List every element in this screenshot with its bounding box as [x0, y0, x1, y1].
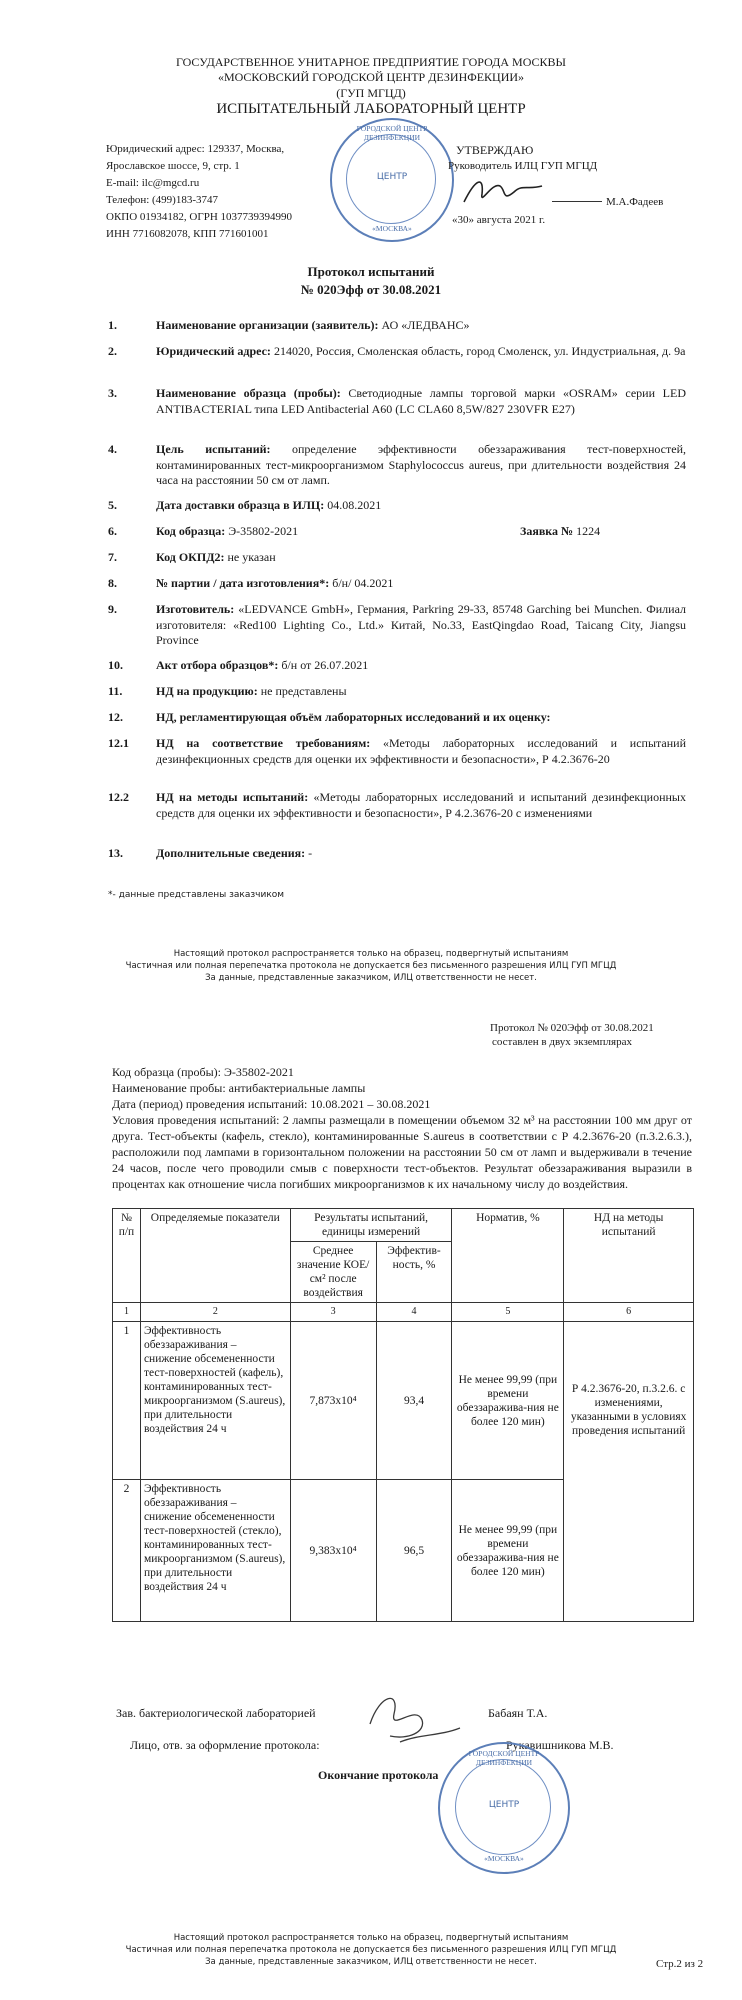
stamp-bottom-text: «МОСКВА» [372, 224, 412, 233]
header-mean: Среднее значение КОЕ/см² после воздействия [290, 1242, 376, 1303]
col-number: 1 [113, 1303, 141, 1322]
item-2 [156, 344, 686, 360]
email-line: E-mail: ilc@mgcd.ru [106, 177, 200, 189]
item-6 [156, 524, 686, 540]
item-value: - [305, 846, 313, 860]
footnote: *- данные представлены заказчиком [108, 890, 285, 900]
notice-page2 [0, 1932, 742, 1968]
item-10 [156, 658, 686, 674]
row-norm: Не менее 99,99 (при времени обеззаражива-ния не более 120 мин) [452, 1322, 564, 1480]
item-label: Цель испытаний: [156, 442, 271, 456]
item-label: Код образца: [156, 524, 226, 538]
signature-line [552, 201, 602, 202]
item-value: «LEDVANCE GmbH», Германия, Parkring 29-33, 85748 Garching bei Munchen. Филиал изготовителя: «Red100 Lighting Co., Ltd.» Китай, No.33, EastQingdao Road, Taicang City, Jiangsu Province [156, 602, 686, 647]
item-number: 12. [108, 710, 123, 724]
item-value: 214020, Россия, Смоленская область, город Смоленск, ул. Индустриальная, д. 9а [270, 344, 686, 358]
address-block [106, 141, 292, 243]
col-number: 3 [290, 1303, 376, 1322]
item-number: 5. [108, 498, 117, 512]
item-label: Наименование образца (пробы): [156, 386, 341, 400]
item-number: 13. [108, 846, 123, 860]
application-label: Заявка № [520, 524, 577, 538]
approve-role: Руководитель ИЛЦ ГУП МГЦД [448, 160, 598, 172]
header-efficiency: Эффектив-ность, % [376, 1242, 452, 1303]
row-indicator: Эффективность обеззараживания – снижение обсемененности тест-поверхностей (кафель), контаминированных тест-микроорганизмом (S.aureus), при длительности воздействия 24 ч [140, 1322, 290, 1480]
item-label: Акт отбора образцов*: [156, 658, 279, 672]
address-line: Ярославское шоссе, 9, стр. 1 [106, 160, 240, 172]
row-efficiency: 93,4 [376, 1322, 452, 1480]
application-value: 1224 [576, 524, 601, 538]
item-value: б/н/ 04.2021 [329, 576, 394, 590]
item-9 [156, 602, 686, 649]
stamp-bottom-text: «МОСКВА» [484, 1854, 524, 1863]
test-conditions: Условия проведения испытаний: 2 лампы размещали в помещении объемом 32 м³ на расстоянии 100 мм друг от друга. Тест-объекты (кафель, стекло), контаминированные S.aureus в соответствии с Р 4.2.3676-20 (п.3.2.6.3.), расположили под лампами в горизонтальном положении на расстоянии 50 см от ламп и выдерживали в течение 24 часов, после чего проводили смыв с поверхности тест-объектов. Результат обеззараживания выразили в процентах как отношение числа погибших микроорганизмов к их начальному числу до воздействия. [112, 1113, 692, 1191]
address-line: Юридический адрес: 129337, Москва, [106, 143, 285, 155]
item-number: 6. [108, 524, 117, 538]
lab-title: ИСПЫТАТЕЛЬНЫЙ ЛАБОРАТОРНЫЙ ЦЕНТР [216, 101, 526, 117]
item-value: Э-35802-2021 [225, 524, 299, 538]
item-value: 04.08.2021 [324, 498, 382, 512]
item-label: НД на продукцию: [156, 684, 258, 698]
head-name: Бабаян Т.А. [488, 1706, 548, 1720]
org-name-line1: ГОСУДАРСТВЕННОЕ УНИТАРНОЕ ПРЕДПРИЯТИЕ ГОРОДА МОСКВЫ [175, 55, 566, 69]
item-label: Дополнительные сведения: [156, 846, 306, 860]
protocol-reference: Протокол № 020Эфф от 30.08.2021 [490, 1022, 654, 1034]
col-number: 4 [376, 1303, 452, 1322]
col-number: 6 [564, 1303, 694, 1322]
notice-line: За данные, представленные заказчиком, ИЛЦ ответственности не несет. [205, 1957, 537, 1967]
item-value: не представлены [257, 684, 347, 698]
sample-info [112, 1064, 692, 1192]
item-13 [156, 846, 686, 862]
row-norm: Не менее 99,99 (при времени обеззаражива-ния не более 120 мин) [452, 1480, 564, 1622]
stamp-ring-text: ГОРОДСКОЙ ЦЕНТР ДЕЗИНФЕКЦИИ [356, 124, 428, 142]
row-mean: 7,873x10⁴ [290, 1322, 376, 1480]
item-number: 10. [108, 658, 123, 672]
item-value: Светодиодные лампы торговой марки «OSRAM» серии LED ANTIBACTERIAL типа LED Antibacterial A60 (LC CLA60 8,5W/827 230VFR E27) [156, 386, 687, 416]
nd-methods: Р 4.2.3676-20, п.3.2.6. с изменениями, указанными в условиях проведения испытаний [564, 1322, 694, 1622]
item-number: 7. [108, 550, 117, 564]
org-name-line2: «МОСКОВСКИЙ ГОРОДСКОЙ ЦЕНТР ДЕЗИНФЕКЦИИ» [217, 70, 525, 84]
item-label: № партии / дата изготовления*: [156, 576, 330, 590]
page-number: Стр.2 из 2 [656, 1958, 704, 1970]
row-mean: 9,383x10⁴ [290, 1480, 376, 1622]
item-value: АО «ЛЕДВАНС» [378, 318, 470, 332]
item-label: Изготовитель: [156, 602, 235, 616]
sample-code: Код образца (пробы): Э-35802-2021 [112, 1065, 294, 1079]
header-indicator: Определяемые показатели [140, 1209, 290, 1303]
test-period: Дата (период) проведения испытаний: 10.08.2021 – 30.08.2021 [112, 1097, 431, 1111]
item-12 [156, 710, 686, 726]
item-number: 1. [108, 318, 117, 332]
notice-page1 [0, 948, 742, 984]
item-7 [156, 550, 686, 566]
notice-line: Частичная или полная перепечатка протокола не допускается без письменного разрешения ИЛЦ ГУП МГЦД [125, 1945, 617, 1955]
notice-line: Частичная или полная перепечатка протокола не допускается без письменного разрешения ИЛЦ ГУП МГЦД [125, 961, 617, 971]
header-norm: Норматив, % [452, 1209, 564, 1303]
item-label: Дата доставки образца в ИЛЦ: [156, 498, 325, 512]
row-indicator: Эффективность обеззараживания – снижение обсемененности тест-поверхностей (стекло), контаминированных тест-микроорганизмом (S.aureus), при длительности воздействия 24 ч [140, 1480, 290, 1622]
item-5 [156, 498, 686, 514]
item-11 [156, 684, 686, 700]
copies-note: составлен в двух экземплярах [492, 1036, 632, 1048]
item-number: 8. [108, 576, 117, 590]
item-label: НД на соответствие требованиям: [156, 736, 371, 750]
item-label: НД, регламентирующая объём лабораторных исследований и их оценку: [156, 710, 551, 724]
item-value: определение эффективности обеззараживания тест-поверхностей, контаминированных тест-микроорганизмом Staphylococcus aureus, при длительности воздействия 24 часа на расстоянии 50 см от ламп. [156, 442, 686, 487]
item-4 [156, 442, 686, 489]
item-value: не указан [224, 550, 276, 564]
table-row [113, 1322, 694, 1480]
notice-line: За данные, представленные заказчиком, ИЛЦ ответственности не несет. [205, 973, 537, 983]
row-num: 1 [113, 1322, 141, 1480]
notice-line: Настоящий протокол распространяется только на образец, подвергнутый испытаниям [173, 1933, 569, 1943]
okpo-line: ОКПО 01934182, ОГРН 1037739394990 [106, 211, 293, 223]
col-number: 5 [452, 1303, 564, 1322]
row-efficiency: 96,5 [376, 1480, 452, 1622]
item-12-2 [156, 790, 686, 821]
protocol-end: Окончание протокола [318, 1768, 439, 1782]
item-number: 12.2 [108, 790, 129, 804]
item-label: Юридический адрес: [156, 344, 271, 358]
item-label: Код ОКПД2: [156, 550, 225, 564]
stamp-center-text: ЦЕНТР [488, 1800, 520, 1810]
protocol-number: № 020Эфф от 30.08.2021 [300, 282, 442, 297]
row-num: 2 [113, 1480, 141, 1622]
approve-label: УТВЕРЖДАЮ [456, 143, 534, 157]
director-signature [458, 172, 548, 212]
item-label: Наименование организации (заявитель): [156, 318, 379, 332]
organization-stamp [330, 118, 454, 242]
header-nd: НД на методы испытаний [564, 1209, 694, 1303]
phone-line: Телефон: (499)183-3747 [106, 194, 218, 206]
results-table [112, 1208, 694, 1622]
item-number: 9. [108, 602, 117, 616]
item-value: «Методы лабораторных исследований и испытаний дезинфекционных средств для оценки их эффективности и безопасности», Р 4.2.3676-20 с изменениями [156, 790, 686, 820]
responsible-role: Лицо, отв. за оформление протокола: [130, 1738, 320, 1752]
item-number: 12.1 [108, 736, 129, 750]
sample-name: Наименование пробы: антибактериальные лампы [112, 1081, 366, 1095]
item-label: НД на методы испытаний: [156, 790, 309, 804]
item-1 [156, 318, 686, 334]
head-role: Зав. бактериологической лабораторией [116, 1706, 316, 1720]
col-number: 2 [140, 1303, 290, 1322]
item-value: б/н от 26.07.2021 [278, 658, 369, 672]
item-3 [156, 386, 686, 417]
item-number: 3. [108, 386, 117, 400]
item-8 [156, 576, 686, 592]
notice-line: Настоящий протокол распространяется только на образец, подвергнутый испытаниям [173, 949, 569, 959]
item-value: «Методы лабораторных исследований и испытаний дезинфекционных средств для оценки их эффективности и безопасности», Р 4.2.3676-20 [156, 736, 686, 766]
stamp-center-text: ЦЕНТР [376, 172, 408, 182]
item-number: 2. [108, 344, 117, 358]
approve-date: «30» августа 2021 г. [452, 214, 546, 226]
item-number: 11. [108, 684, 123, 698]
head-signature [360, 1684, 470, 1754]
protocol-title: Протокол испытаний [307, 264, 435, 279]
item-12-1 [156, 736, 686, 767]
organization-stamp [438, 1742, 570, 1874]
org-name-line3: (ГУП МГЦД) [336, 86, 406, 100]
header-num: № п/п [113, 1209, 141, 1303]
approve-name: М.А.Фадеев [606, 196, 664, 208]
application-number [520, 524, 600, 539]
inn-line: ИНН 7716082078, КПП 771601001 [106, 228, 269, 240]
stamp-ring-text: ГОРОДСКОЙ ЦЕНТР ДЕЗИНФЕКЦИИ [468, 1749, 540, 1767]
header-results: Результаты испытаний, единицы измерений [290, 1209, 452, 1242]
responsible-name: Рукавишникова М.В. [506, 1738, 614, 1752]
item-number: 4. [108, 442, 117, 456]
